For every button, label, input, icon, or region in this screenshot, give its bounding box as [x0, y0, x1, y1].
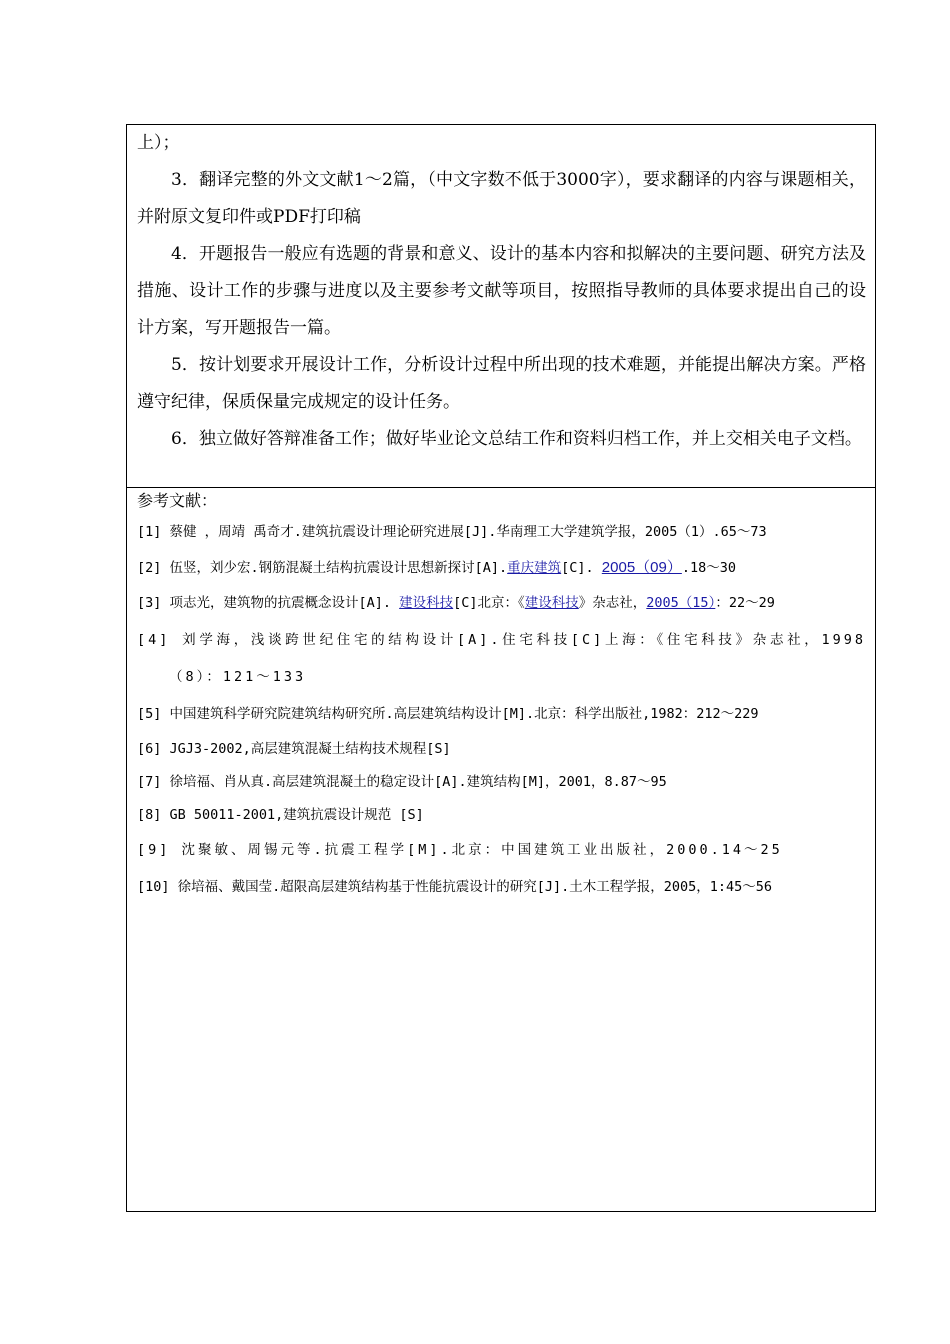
- reference-item-6: [6] JGJ3-2002,高层建筑混凝土结构技术规程[S]: [137, 741, 451, 757]
- requirements-cell: [127, 125, 875, 488]
- reference-3-link-journal[interactable]: 建设科技: [399, 595, 454, 611]
- requirement-6: 6．独立做好答辩准备工作；做好毕业论文总结工作和资料归档工作，并上交相关电子文档。: [171, 429, 862, 449]
- task-table: [126, 124, 876, 1212]
- reference-2-link-issue[interactable]: 2005（09）: [601, 559, 682, 576]
- reference-item-3: [137, 585, 866, 622]
- reference-3-pages: ：22～29: [715, 595, 775, 611]
- reference-item-1: [1] 蔡健 ，周靖 禹奇才.建筑抗震设计理论研究进展[J].华南理工大学建筑学报，2005（1）.65～73: [137, 524, 767, 540]
- reference-item-9: [9] 沈聚敏、周锡元等.抗震工程学[M].北京：中国建筑工业出版社，2000.14～25: [137, 842, 783, 858]
- reference-3-text-mid2: 》杂志社，: [578, 595, 647, 611]
- reference-item-5: [5] 中国建筑科学研究院建筑结构研究所.高层建筑结构设计[M].北京：科学出版社,1982：212～229: [137, 706, 759, 722]
- reference-list: [137, 514, 866, 906]
- reference-2-text-mid: [C].: [561, 560, 602, 576]
- requirement-continuation: 上）；: [137, 133, 180, 153]
- reference-3-text: [3] 项志光，建筑物的抗震概念设计[A].: [137, 595, 400, 611]
- reference-3-link-issue[interactable]: 2005（15）: [646, 595, 716, 611]
- reference-2-link-journal[interactable]: 重庆建筑: [507, 560, 562, 576]
- reference-item-8: [8] GB 50011-2001,建筑抗震设计规范 [S]: [137, 807, 424, 823]
- requirement-5: 5．按计划要求开展设计工作，分析设计过程中所出现的技术难题，并能提出解决方案。严格遵守纪律，保质保量完成规定的设计任务。: [137, 355, 866, 412]
- reference-item-2: [137, 551, 866, 585]
- references-heading: 参考文献：: [137, 491, 218, 510]
- reference-2-pages: .18～30: [681, 560, 736, 576]
- reference-item-7: [7] 徐培福、肖从真.高层建筑混凝土的稳定设计[A].建筑结构[M]，2001，8.87～95: [137, 774, 667, 790]
- reference-item-10: [10] 徐培福、戴国莹.超限高层建筑结构基于性能抗震设计的研究[J].土木工程学报，2005，1:45～56: [137, 879, 773, 895]
- reference-3-text-mid: [C]北京：《: [453, 595, 525, 611]
- reference-item-4: [4] 刘学海，浅谈跨世纪住宅的结构设计[A].住宅科技[C]上海：《住宅科技》杂志社，1998（8）：121～133: [137, 632, 866, 685]
- requirement-3: 3．翻译完整的外文文献1～2篇，（中文字数不低于3000字），要求翻译的内容与课题相关，并附原文复印件或PDF打印稿: [137, 170, 866, 227]
- requirement-4: 4．开题报告一般应有选题的背景和意义、设计的基本内容和拟解决的主要问题、研究方法及措施、设计工作的步骤与进度以及主要参考文献等项目，按照指导教师的具体要求提出自己的设计方案，写开题报告一篇。: [137, 244, 866, 338]
- reference-3-link-publisher[interactable]: 建设科技: [524, 595, 579, 611]
- reference-2-text: [2] 伍竖，刘少宏.钢筋混凝土结构抗震设计思想新探讨[A].: [137, 560, 508, 576]
- references-cell: [127, 488, 875, 1211]
